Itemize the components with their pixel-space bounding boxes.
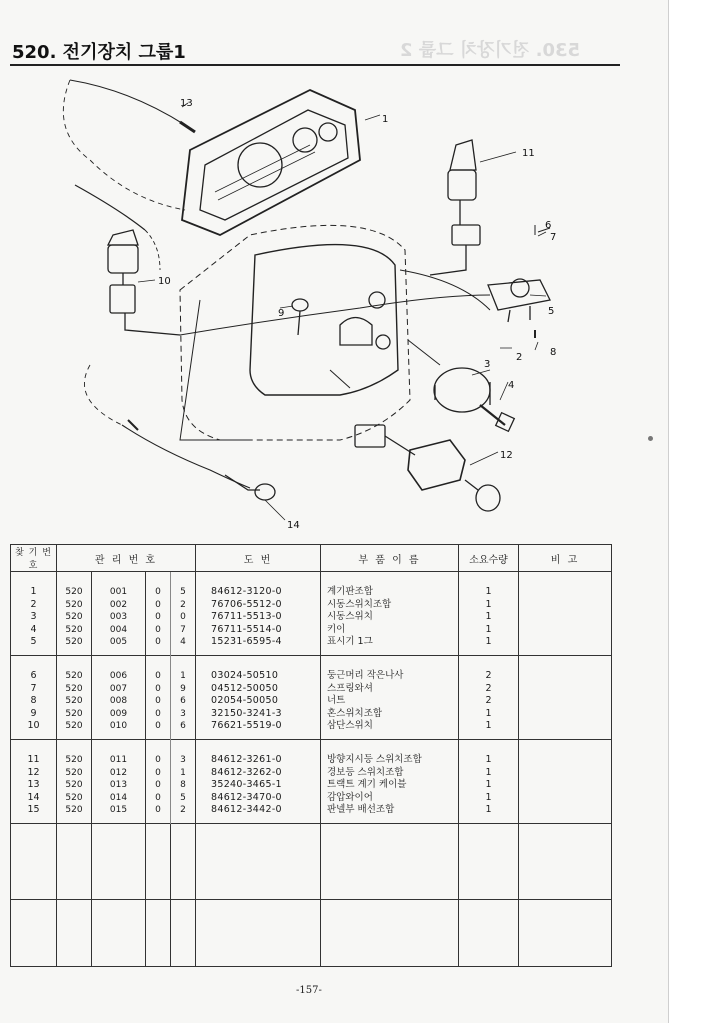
table-row: 4 520 004 0 7 76711-5514-0 키이 1 <box>11 624 612 637</box>
table-row: 10 520 010 0 6 76621-5519-0 삼단스위치 1 <box>11 720 612 739</box>
table-row: 7 520 007 0 9 04512-50050 스프링와셔 2 <box>11 683 612 696</box>
page-number: -157- <box>296 985 322 996</box>
table-row: 12 520 012 0 1 84612-3262-0 경보등 스위치조합 1 <box>11 767 612 780</box>
empty-row <box>11 899 612 966</box>
callout-12: 12 <box>500 450 513 461</box>
callout-5: 5 <box>548 306 555 317</box>
starter-switch <box>434 368 514 431</box>
callout-10: 10 <box>158 276 171 287</box>
callout-9: 9 <box>278 308 285 319</box>
callout-6: 6 <box>545 220 552 231</box>
header-remarks: 비 고 <box>519 545 612 572</box>
callout-8: 8 <box>550 347 557 358</box>
table-header-row <box>11 545 612 572</box>
header-part-name: 부 품 이 름 <box>321 545 459 572</box>
exploded-parts-diagram <box>10 70 620 540</box>
table-empty-group-1 <box>11 823 612 899</box>
table-row: 5 520 005 0 4 15231-6595-4 표시기 1그 1 <box>11 636 612 655</box>
page-edge <box>668 0 707 1023</box>
empty-row <box>11 823 612 899</box>
table-row: 11 520 011 0 3 84612-3261-0 방향지시등 스위치조합 1 <box>11 739 612 766</box>
table-row: 14 520 014 0 5 84612-3470-0 감압와이어 1 <box>11 792 612 805</box>
header-qty: 소요수량 <box>459 545 519 572</box>
table-row: 9 520 009 0 3 32150-3241-3 혼스위치조합 1 <box>11 708 612 721</box>
table-row: 2 520 002 0 2 76706-5512-0 시동스위치조합 1 <box>11 599 612 612</box>
table-empty-group-2 <box>11 899 612 966</box>
table-row: 3 520 003 0 0 76711-5513-0 시동스위치 1 <box>11 611 612 624</box>
table-row: 15 520 015 0 2 84612-3442-0 판넬부 배선조합 1 <box>11 804 612 823</box>
table-row: 1 520 001 0 5 84612-3120-0 계기판조합 1 <box>11 572 612 599</box>
decompression-wire <box>84 365 275 500</box>
header-drawing-no: 도 번 <box>196 545 321 572</box>
table-row: 13 520 013 0 8 35240-3465-1 트랙트 계기 케이블 1 <box>11 779 612 792</box>
callout-4: 4 <box>508 380 515 391</box>
callout-13: 13 <box>180 98 193 109</box>
table-group-2 <box>11 655 612 739</box>
turn-signal-switch <box>430 140 480 275</box>
callout-1: 1 <box>382 114 389 125</box>
callout-11: 11 <box>522 148 535 159</box>
header-mgmt-no: 관 리 번 호 <box>57 545 196 572</box>
table-group-3 <box>11 739 612 823</box>
parts-table <box>10 544 612 967</box>
bleed-through-title: 530. 전기장치 그룹 2 <box>400 40 581 61</box>
title-rule <box>10 64 620 66</box>
table-group-1 <box>11 572 612 656</box>
callout-7: 7 <box>550 232 557 243</box>
scan-speck <box>648 436 653 441</box>
callout-3: 3 <box>484 359 491 370</box>
indicator-lamp <box>488 279 550 322</box>
table-row: 6 520 006 0 1 03024-50510 둥근머리 작은나사 2 <box>11 655 612 682</box>
callout-2: 2 <box>516 352 523 363</box>
header-find-no: 찾 기 번 호 <box>11 545 57 572</box>
hazard-switch <box>355 425 500 511</box>
callout-14: 14 <box>287 520 300 531</box>
instrument-cluster <box>182 90 360 235</box>
page-title: 520. 전기장치 그룹1 <box>12 42 186 63</box>
table-row: 8 520 008 0 6 02054-50050 너트 2 <box>11 695 612 708</box>
